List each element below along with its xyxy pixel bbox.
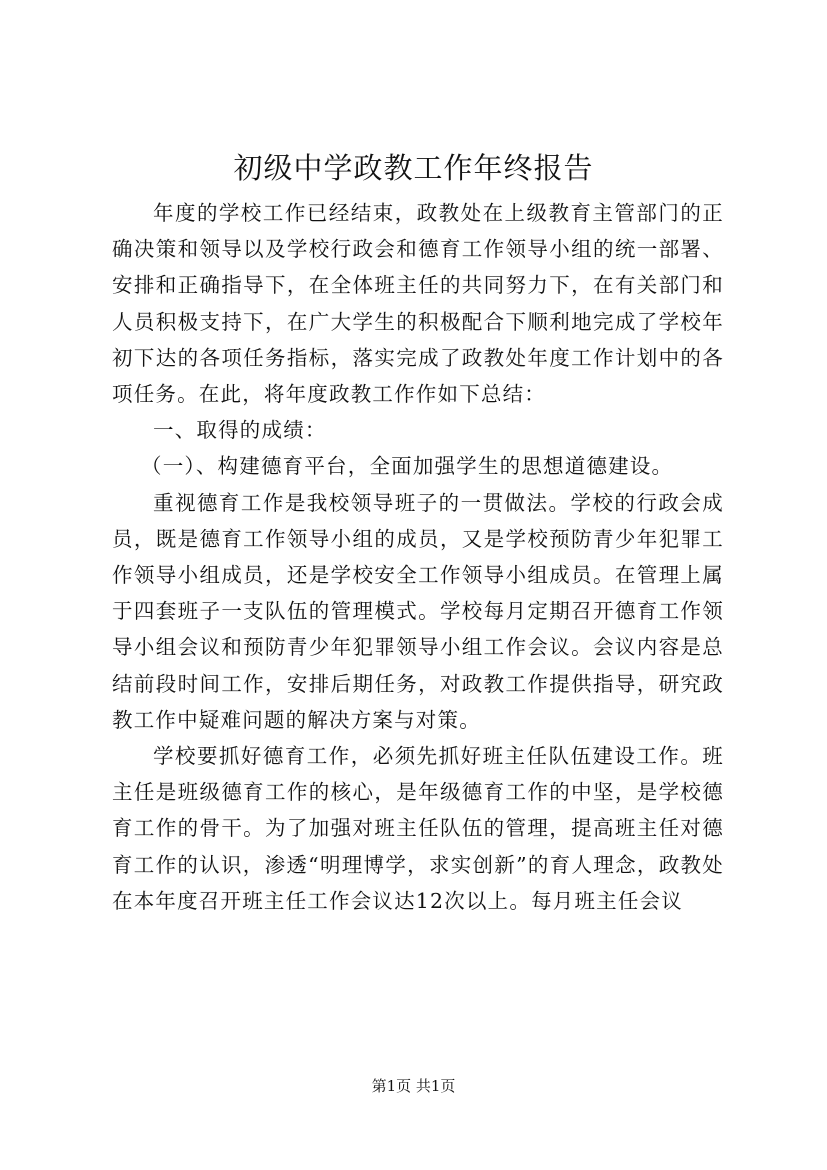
page-footer: 第1页 共1页: [371, 1077, 456, 1095]
document-body: [112, 195, 724, 919]
document-title: 初级中学政教工作年终报告: [233, 151, 594, 185]
paragraph-intro: 年度的学校工作已经结束，政教处在上级教育主管部门的正确决策和领导以及学校行政会和德育工作领导小组的统一部署、安排和正确指导下，在全体班主任的共同努力下，在有关部门和人员积极支持下，在广大学生的积极配合下顺利地完成了学校年初下达的各项任务指标，落实完成了政教处年度工作计划中的各项任务。在此，将年度政教工作作如下总结：: [112, 201, 724, 407]
subsection-heading-moral-platform: （一）、构建德育平台，全面加强学生的思想道德建设。: [141, 454, 674, 479]
paragraph-head-teachers: 学校要抓好德育工作，必须先抓好班主任队伍建设工作。班主任是班级德育工作的核心，是年级德育工作的中坚，是学校德育工作的骨干。为了加强对班主任队伍的管理，提高班主任对德育工作的认识，渗透“明理博学，求实创新”的育人理念，政教处在本年度召开班主任工作会议达12次以上。每月班主任会议: [112, 744, 724, 913]
paragraph-leadership: 重视德育工作是我校领导班子的一贯做法。学校的行政会成员，既是德育工作领导小组的成员，又是学校预防青少年犯罪工作领导小组成员，还是学校安全工作领导小组成员。在管理上属于四套班子一支队伍的管理模式。学校每月定期召开德育工作领导小组会议和预防青少年犯罪领导小组工作会议。会议内容是总结前段时间工作，安排后期任务，对政教工作提供指导，研究政教工作中疑难问题的解决方案与对策。: [112, 490, 724, 732]
section-heading-achievements: 一、取得的成绩：: [153, 418, 327, 443]
